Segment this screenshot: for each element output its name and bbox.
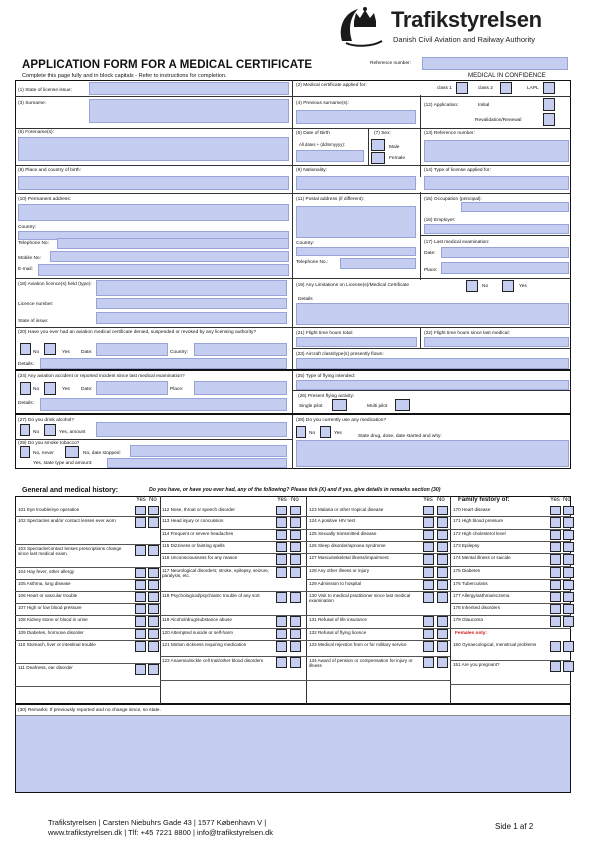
history-item: 114 Frequent or severe headaches	[162, 531, 234, 536]
f20-no-check[interactable]	[20, 343, 31, 355]
f11-label: (11) Postal address (if different):	[296, 197, 365, 202]
history-no-check[interactable]	[290, 542, 301, 552]
history-no-check[interactable]	[563, 580, 574, 590]
history-yes-check[interactable]	[423, 517, 434, 528]
history-yes-check[interactable]	[135, 664, 146, 675]
history-no-check[interactable]	[563, 567, 574, 578]
f19-label: (19) Any Limitations on License(s)/Medical Certificate	[296, 283, 410, 288]
history-item: 118 Psychological/psychiatric trouble of any sort	[162, 593, 260, 598]
history-no-header: No	[149, 497, 157, 503]
history-yes-check[interactable]	[550, 554, 561, 565]
dob-input[interactable]	[296, 150, 364, 162]
history-yes-check[interactable]	[135, 506, 146, 515]
logo-text: Trafikstyrelsen	[391, 7, 542, 32]
history-no-check[interactable]	[148, 641, 159, 652]
history-item: 101 Eye trouble/eye operation	[18, 507, 80, 512]
history-item: 172 High cholesterol level	[453, 531, 506, 536]
f24-no-label: No	[33, 387, 40, 392]
f28-label: (28) Do you currently use any medication?	[296, 418, 387, 423]
history-no-check[interactable]	[563, 530, 574, 540]
history-yes-check[interactable]	[276, 517, 287, 528]
history-yes-check[interactable]	[550, 641, 561, 652]
history-no-check[interactable]	[148, 629, 159, 639]
telephone2-input[interactable]	[340, 258, 416, 269]
history-yes-check[interactable]	[550, 604, 561, 614]
f24-label: (24) Any aviation accident or reported incident since last medical examination?	[18, 374, 185, 379]
history-no-check[interactable]	[290, 530, 301, 540]
history-item: 109 Diabetes, hormone disorder	[18, 630, 84, 635]
history-yes-check[interactable]	[276, 567, 287, 578]
f16-label: (16) Employer:	[424, 218, 456, 223]
email-label: E-mail:	[18, 267, 33, 272]
history-item: 179 Glaucoma	[453, 617, 483, 622]
history-no-check[interactable]	[437, 616, 448, 627]
history-item: 126 Sleep disorder/apnoea syndrome	[309, 543, 386, 548]
history-yes-check[interactable]	[135, 568, 146, 578]
history-yes-check[interactable]	[276, 616, 287, 627]
f24-no-check[interactable]	[20, 382, 31, 395]
female-label: Female	[389, 156, 405, 161]
revalidation-label: Revalidation/Renewal	[475, 118, 522, 123]
f29-label: (29) Do you smoke tobacco?	[18, 441, 80, 446]
page-number: Side 1 af 2	[495, 822, 534, 831]
f26-label: (26) Present flying activity:	[298, 394, 355, 399]
f24-date-label: Date:	[81, 387, 93, 392]
f13-input[interactable]	[424, 140, 569, 162]
telephone2-label: Telephone No.:	[296, 260, 329, 265]
footer-address: Trafikstyrelsen | Carsten Niebuhrs Gade 43 | 1577 København V |	[48, 818, 267, 827]
history-no-check[interactable]	[437, 641, 448, 652]
history-no-check[interactable]	[290, 641, 301, 652]
history-yes-check[interactable]	[550, 592, 561, 602]
history-yes-check[interactable]	[423, 530, 434, 540]
remarks-label: (30) Remarks: If previously reported and no change since, so state.	[18, 708, 161, 713]
history-no-check[interactable]	[290, 517, 301, 528]
history-no-check[interactable]	[437, 542, 448, 552]
history-item: 112 Nose, throat or speech disorder	[162, 507, 235, 512]
history-yes-check[interactable]	[550, 661, 561, 672]
date-label: Date:	[424, 251, 436, 256]
f28-detail-label: State drug, dose, date started and why:	[358, 434, 442, 439]
history-no-check[interactable]	[563, 616, 574, 627]
history-yes-check[interactable]	[135, 616, 146, 627]
f15-label: (15) Occupation (principal):	[424, 197, 482, 202]
f20-country-label: Country:	[170, 350, 189, 355]
f10-input[interactable]	[18, 204, 289, 221]
lapl-label: LAPL	[527, 86, 539, 91]
f20-details-input[interactable]	[40, 358, 287, 369]
history-no-check[interactable]	[563, 554, 574, 565]
footer-contact: www.trafikstyrelsen.dk | Tlf: +45 7221 8800 | info@trafikstyrelsen.dk	[48, 828, 274, 837]
history-item: 134 Award of pension or compensation for injury or illness	[309, 658, 413, 669]
history-item: 131 Refusal of life insurance	[309, 617, 367, 622]
history-yes-header: Yes	[136, 497, 146, 503]
f24-yes-check[interactable]	[44, 382, 56, 395]
history-title: General and medical history:	[22, 487, 119, 494]
f12-label: (12) Application:	[424, 103, 459, 108]
history-yes-check[interactable]	[550, 530, 561, 540]
history-no-check[interactable]	[148, 506, 159, 515]
f27-yes-label: Yes, amount	[59, 430, 86, 435]
history-yes-check[interactable]	[423, 567, 434, 578]
history-item: 121 Motion sickness requiring medication	[162, 642, 247, 647]
history-item: 127 Musculoskeletal illness/impairment	[309, 555, 389, 560]
history-item: 173 Epilepsy	[453, 543, 480, 548]
history-yes-check[interactable]	[135, 604, 146, 614]
history-item: 129 Admission to hospital	[309, 581, 362, 586]
history-no-check[interactable]	[437, 517, 448, 528]
history-yes-check[interactable]	[135, 629, 146, 639]
history-yes-check[interactable]	[276, 641, 287, 652]
history-item: 106 Heart or vascular trouble	[18, 593, 78, 598]
telephone-label: Telephone No:	[18, 241, 49, 246]
f28-detail-input[interactable]	[296, 440, 569, 467]
f29-never-check[interactable]	[20, 446, 30, 458]
f15-input[interactable]	[461, 202, 569, 212]
f28-no-label: No	[309, 431, 316, 436]
f2-label: (2) Medical certificate applied for:	[296, 83, 367, 88]
single-label: Single pilot	[299, 404, 323, 409]
history-item: 133 Medical rejection from or for military service	[309, 642, 407, 647]
history-item: 117 Neurological disorders; stroke, epilepsy, seizure, paralysis, etc.	[162, 568, 270, 579]
f22-label: (22) Flight time hours since last medical:	[424, 331, 510, 336]
f24-place-label: Place:	[170, 387, 184, 392]
f24-details-label: Details:	[18, 401, 34, 406]
f11-input[interactable]	[296, 206, 416, 238]
class1-check[interactable]	[456, 82, 468, 94]
f27-no-label: No	[33, 430, 40, 435]
single-pilot-check[interactable]	[332, 399, 347, 411]
history-yes-check[interactable]	[550, 580, 561, 590]
f6-label: (6) Date of Birth	[296, 131, 330, 136]
f19-yes-check[interactable]	[502, 280, 514, 292]
crown-icon	[336, 3, 386, 47]
f28-no-check[interactable]	[296, 426, 306, 438]
history-no-check[interactable]	[148, 664, 159, 675]
f28-yes-label: Yes	[334, 431, 342, 436]
f5-input[interactable]	[18, 137, 289, 161]
f17-label: (17) Last medical examination:	[424, 240, 490, 245]
history-no-check[interactable]	[563, 661, 574, 672]
state-issue-input[interactable]	[96, 312, 287, 324]
multi-pilot-check[interactable]	[395, 399, 410, 411]
history-yes-check[interactable]	[423, 554, 434, 565]
history-yes-header: Yes	[423, 497, 433, 503]
f7-label: (7) Sex:	[374, 131, 391, 136]
history-item: 171 High blood pressure	[453, 518, 504, 523]
history-no-check[interactable]	[148, 616, 159, 627]
f4-input[interactable]	[296, 110, 416, 124]
history-yes-check[interactable]	[276, 592, 287, 603]
history-item: 151 Are you pregnant?	[453, 662, 500, 667]
f28-yes-check[interactable]	[320, 426, 331, 438]
multi-label: Multi pilot	[367, 404, 388, 409]
country2-input[interactable]	[296, 247, 416, 256]
f4-label: (4) Previous surname(s):	[296, 101, 349, 106]
history-no-check[interactable]	[437, 506, 448, 515]
f29-yes-input[interactable]	[107, 458, 287, 468]
history-item: 128 Any other illness or injury	[309, 568, 370, 573]
history-yes-check[interactable]	[276, 506, 287, 515]
history-item: 108 Kidney stone or blood in urine	[18, 617, 88, 622]
place-label: Place:	[424, 268, 438, 273]
f21-input[interactable]	[296, 337, 417, 347]
male-check[interactable]	[371, 139, 385, 151]
f29-yes-label: Yes, state type and amount:	[33, 461, 93, 466]
history-no-check[interactable]	[290, 657, 301, 668]
history-yes-check[interactable]	[276, 542, 287, 552]
f24-place-input[interactable]	[194, 381, 287, 395]
class2-check[interactable]	[500, 82, 512, 94]
history-no-check[interactable]	[290, 554, 301, 565]
f29-stopped-input[interactable]	[130, 445, 287, 457]
female-check[interactable]	[371, 152, 385, 164]
history-no-check[interactable]	[563, 592, 574, 602]
history-item: 132 Refusal of flying licence	[309, 630, 367, 635]
history-yes-check[interactable]	[423, 616, 434, 627]
history-yes-check[interactable]	[135, 592, 146, 602]
history-yes-header: Yes	[550, 497, 560, 503]
history-no-check[interactable]	[563, 506, 574, 515]
history-yes-check[interactable]	[135, 517, 146, 528]
f18-input[interactable]	[96, 280, 287, 296]
history-item: 123 Malaria or other tropical disease	[309, 507, 384, 512]
f5-label: (5) Forename(s):	[18, 130, 54, 135]
history-item: 107 High or low blood pressure	[18, 605, 82, 610]
f27-no-check[interactable]	[20, 424, 30, 436]
f29-stopped-label: No, date stopped:	[83, 451, 121, 456]
family-history-header: Family history of:	[458, 496, 510, 503]
male-label: Male	[389, 145, 400, 150]
history-item: 130 Visit to medical practitioner since last medical examination	[309, 593, 411, 604]
f24-yes-label: Yes	[62, 387, 70, 392]
history-subtitle: Do you have, or have you ever had, any of the following? Please tick (X) and if yes, give details in remarks section (30)	[149, 487, 441, 493]
f19-yes-label: Yes	[519, 284, 527, 289]
history-item: 103 Spectacle/contact lenses prescriptions change since last medical exam.	[18, 546, 122, 557]
f13-label: (13) Reference number:	[424, 131, 475, 136]
mobile-input[interactable]	[50, 251, 289, 262]
f27-amount-input[interactable]	[96, 422, 287, 437]
history-no-check[interactable]	[563, 641, 574, 652]
history-item: 104 Hay fever, other allergy	[18, 569, 75, 574]
logo	[336, 3, 586, 49]
history-no-check[interactable]	[437, 530, 448, 540]
history-no-check[interactable]	[148, 592, 159, 602]
class1-label: class 1	[437, 86, 452, 91]
history-item: 177 Allergy/asthma/eczema	[453, 593, 510, 598]
history-item: 119 Alcohol/drug/substance abuse	[162, 617, 232, 622]
history-item: 174 Mental illness or suicide	[453, 555, 511, 560]
history-no-check[interactable]	[437, 567, 448, 578]
f19-details-input[interactable]	[296, 303, 569, 325]
f21-label: (21) Flight time hours total:	[296, 331, 354, 336]
lapl-check[interactable]	[543, 82, 555, 94]
history-no-header: No	[563, 497, 571, 503]
f27-yes-check[interactable]	[44, 424, 56, 436]
f25-input[interactable]	[296, 380, 569, 390]
f9-label: (9) Nationality:	[296, 168, 327, 173]
f20-yes-check[interactable]	[44, 343, 56, 355]
history-no-check[interactable]	[148, 545, 159, 556]
f20-country-input[interactable]	[194, 343, 287, 356]
history-yes-check[interactable]	[135, 545, 146, 556]
females-only-label: Females only:	[455, 631, 487, 636]
history-yes-check[interactable]	[423, 629, 434, 639]
f1-label: (1) State of license issue:	[18, 88, 72, 93]
licence-no-label: Licence number:	[18, 302, 54, 307]
history-no-check[interactable]	[290, 592, 301, 603]
history-yes-check[interactable]	[423, 580, 434, 590]
history-no-check[interactable]	[563, 517, 574, 528]
f1-input[interactable]	[89, 82, 289, 95]
f16-input[interactable]	[424, 224, 569, 234]
history-yes-check[interactable]	[550, 616, 561, 627]
mobile-label: Mobile No:	[18, 256, 41, 261]
history-item: 124 A positive HIV test	[309, 518, 355, 523]
reference-label: Reference number:	[370, 61, 412, 66]
history-yes-check[interactable]	[276, 629, 287, 639]
history-no-check[interactable]	[290, 629, 301, 639]
f20-details-label: Details:	[18, 362, 34, 367]
history-item: 176 Tuberculosis	[453, 581, 488, 586]
f8-label: (8) Place and country of birth:	[18, 168, 81, 173]
history-item: 110 Stomach, liver or intestinal trouble	[18, 642, 96, 647]
logo-subtext: Danish Civil Aviation and Railway Authority	[393, 35, 536, 44]
history-yes-check[interactable]	[276, 530, 287, 540]
history-item: 150 Gynaecological, menstrual problems	[453, 642, 537, 647]
history-no-check[interactable]	[148, 568, 159, 578]
history-item: 115 Dizziness or fainting spells	[162, 543, 225, 548]
f20-yes-label: Yes	[62, 350, 70, 355]
f29-never-label: No, never	[33, 451, 54, 456]
f20-date-label: Date:	[81, 350, 93, 355]
history-yes-check[interactable]	[423, 641, 434, 652]
licence-no-input[interactable]	[96, 298, 287, 309]
f6-hint: All dates + (ddmmyyyy):	[299, 142, 345, 147]
history-no-check[interactable]	[148, 604, 159, 614]
form-subtitle: Complete this page fully and in block capitals - Refer to instructions for completion.	[22, 73, 227, 79]
history-yes-check[interactable]	[276, 657, 287, 668]
f9-input[interactable]	[296, 176, 416, 190]
f3-input[interactable]	[89, 99, 289, 123]
history-no-check[interactable]	[290, 506, 301, 515]
f23-label: (23) Aircraft class/type(s) presently flown:	[296, 352, 384, 357]
history-no-header: No	[437, 497, 445, 503]
f22-input[interactable]	[424, 337, 569, 347]
history-item: 178 Inherited disorders	[453, 605, 500, 610]
f25-label: (25) Type of flying intended:	[296, 374, 356, 379]
history-item: 170 Heart disease	[453, 507, 491, 512]
history-yes-check[interactable]	[423, 592, 434, 603]
history-yes-check[interactable]	[550, 506, 561, 515]
history-no-check[interactable]	[148, 517, 159, 528]
f14-input[interactable]	[424, 176, 569, 190]
history-item: 111 Deafness, ear disorder	[18, 665, 73, 670]
reference-input[interactable]	[422, 57, 568, 70]
f18-label: (18) Aviation licence(s) held (type):	[18, 282, 92, 287]
telephone-input[interactable]	[57, 238, 289, 249]
history-no-check[interactable]	[437, 554, 448, 565]
history-item: 102 Spectacles and/or contact lenses ever worn	[18, 518, 116, 523]
history-item: 113 Head injury or concussion	[162, 518, 224, 523]
history-no-check[interactable]	[437, 580, 448, 590]
history-item: 175 Diabetes	[453, 568, 481, 573]
f19-no-label: No	[482, 284, 489, 289]
history-yes-check[interactable]	[135, 641, 146, 652]
country2-label: Country:	[296, 241, 315, 246]
initial-label: Initial	[478, 103, 490, 108]
f19-details-label: Details	[298, 297, 313, 302]
f20-no-label: No	[33, 350, 40, 355]
f23-input[interactable]	[296, 358, 569, 369]
history-yes-check[interactable]	[550, 517, 561, 528]
history-yes-check[interactable]	[423, 542, 434, 552]
history-yes-check[interactable]	[550, 542, 561, 552]
history-no-check[interactable]	[290, 567, 301, 578]
f20-date-input[interactable]	[96, 343, 168, 356]
history-item: 120 Attempted suicide or self-harm	[162, 630, 233, 635]
history-no-check[interactable]	[148, 580, 159, 590]
class2-label: class 2	[478, 86, 493, 91]
history-no-check[interactable]	[437, 629, 448, 639]
f3-label: (3) Surname:	[18, 101, 46, 106]
f14-label: (14) Type of license applied for:	[424, 168, 491, 173]
history-yes-header: Yes	[277, 497, 287, 503]
history-item: 125 Sexually transmitted disease	[309, 531, 377, 536]
f10-label: (10) Permanent address:	[18, 197, 72, 202]
f29-stopped-check[interactable]	[65, 446, 79, 458]
revalidation-check[interactable]	[543, 113, 555, 126]
email-input[interactable]	[38, 264, 289, 276]
f24-date-input[interactable]	[96, 381, 168, 395]
history-no-header: No	[291, 497, 299, 503]
initial-check[interactable]	[543, 98, 555, 111]
history-yes-check[interactable]	[276, 554, 287, 565]
history-no-check[interactable]	[563, 542, 574, 552]
state-issue-label: State of issue:	[18, 319, 49, 324]
history-yes-check[interactable]	[423, 657, 434, 668]
f27-label: (27) Do you drink alcohol?	[18, 418, 74, 423]
f20-label: (20) Have you ever had an aviation medical certificate denied, suspended or revoked by any licensing authority?	[18, 330, 257, 335]
last-exam-date-input[interactable]	[441, 247, 569, 258]
history-yes-check[interactable]	[423, 506, 434, 515]
history-no-check[interactable]	[563, 604, 574, 614]
history-item: 122 Anaemia/sickle cell trait/other blood disorders	[162, 658, 264, 663]
f19-no-check[interactable]	[466, 280, 478, 292]
f8-input[interactable]	[18, 176, 289, 190]
history-yes-check[interactable]	[550, 567, 561, 578]
history-no-check[interactable]	[437, 592, 448, 603]
form-title: APPLICATION FORM FOR A MEDICAL CERTIFICATE	[22, 59, 313, 71]
f24-details-input[interactable]	[40, 398, 287, 411]
history-yes-check[interactable]	[135, 580, 146, 590]
history-no-check[interactable]	[290, 616, 301, 627]
history-item: 105 Asthma, lung disease	[18, 581, 71, 586]
history-item: 116 Unconsciousness for any reason	[162, 555, 238, 560]
country-label: Country:	[18, 225, 37, 230]
history-no-check[interactable]	[437, 657, 448, 668]
last-exam-place-input[interactable]	[441, 262, 569, 274]
confidence-label: MEDICAL IN CONFIDENCE	[468, 72, 546, 79]
